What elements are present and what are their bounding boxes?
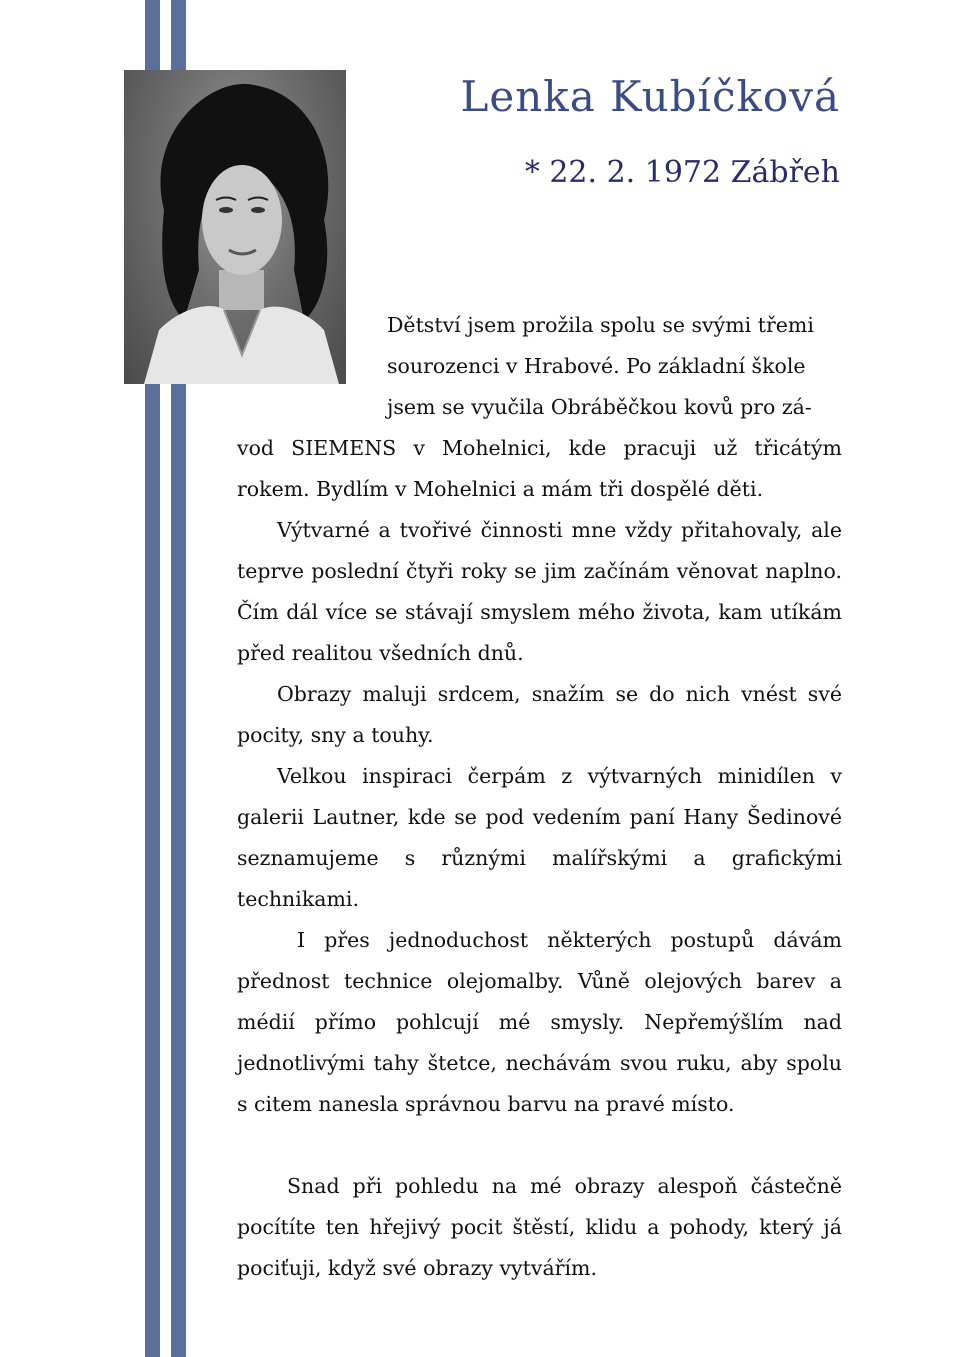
biography: [237, 305, 842, 1289]
bio-paragraph-5: Snad při pohledu na mé obrazy alespoň částečně pocítíte ten hřejivý pocit štěstí, klidu a pohody, který já pociťuji, když své obrazy vytvářím.: [237, 1174, 842, 1280]
bio-paragraph-2: Obrazy maluji srdcem, snažím se do nich vnést své pocity, sny a touhy.: [237, 682, 842, 747]
bio-intro-rest: vod SIEMENS v Mohelnici, kde pracuji už třicátým rokem. Bydlím v Mohelnici a mám tři dospělé děti.: [237, 436, 842, 501]
bio-intro-line-3: jsem se vyučila Obráběčkou kovů pro zá-: [387, 395, 812, 419]
paragraph-gap: [237, 1125, 842, 1166]
bio-intro-line-2: sourozenci v Hrabové. Po základní škole: [387, 354, 806, 378]
bio-paragraph-4: I přes jednoduchost některých postupů dávám přednost technice olejomalby. Vůně olejových barev a médií přímo pohlcují mé smysly. Nepřemýšlím nad jednotlivými tahy štetce, nechávám svou ruku, aby spolu s citem nanesla správnou barvu na pravé místo.: [237, 928, 842, 1116]
bio-paragraph-1: Výtvarné a tvořivé činnosti mne vždy přitahovaly, ale teprve poslední čtyři roky se jim začínám věnovat naplno. Čím dál více se stávají smyslem mého života, kam utíkám před realitou všedních dnů.: [237, 518, 842, 665]
bio-paragraph-3: Velkou inspiraci čerpám z výtvarných minidílen v galerii Lautner, kde se pod vedením paní Hany Šedinové seznamujeme s různými malířskými a grafickými technikami.: [237, 764, 842, 911]
birth-info: * 22. 2. 1972 Zábřeh: [524, 155, 840, 190]
artist-name: Lenka Kubíčková: [460, 72, 840, 121]
bio-intro-line-1: Dětství jsem prožila spolu se svými třemi: [387, 313, 814, 337]
